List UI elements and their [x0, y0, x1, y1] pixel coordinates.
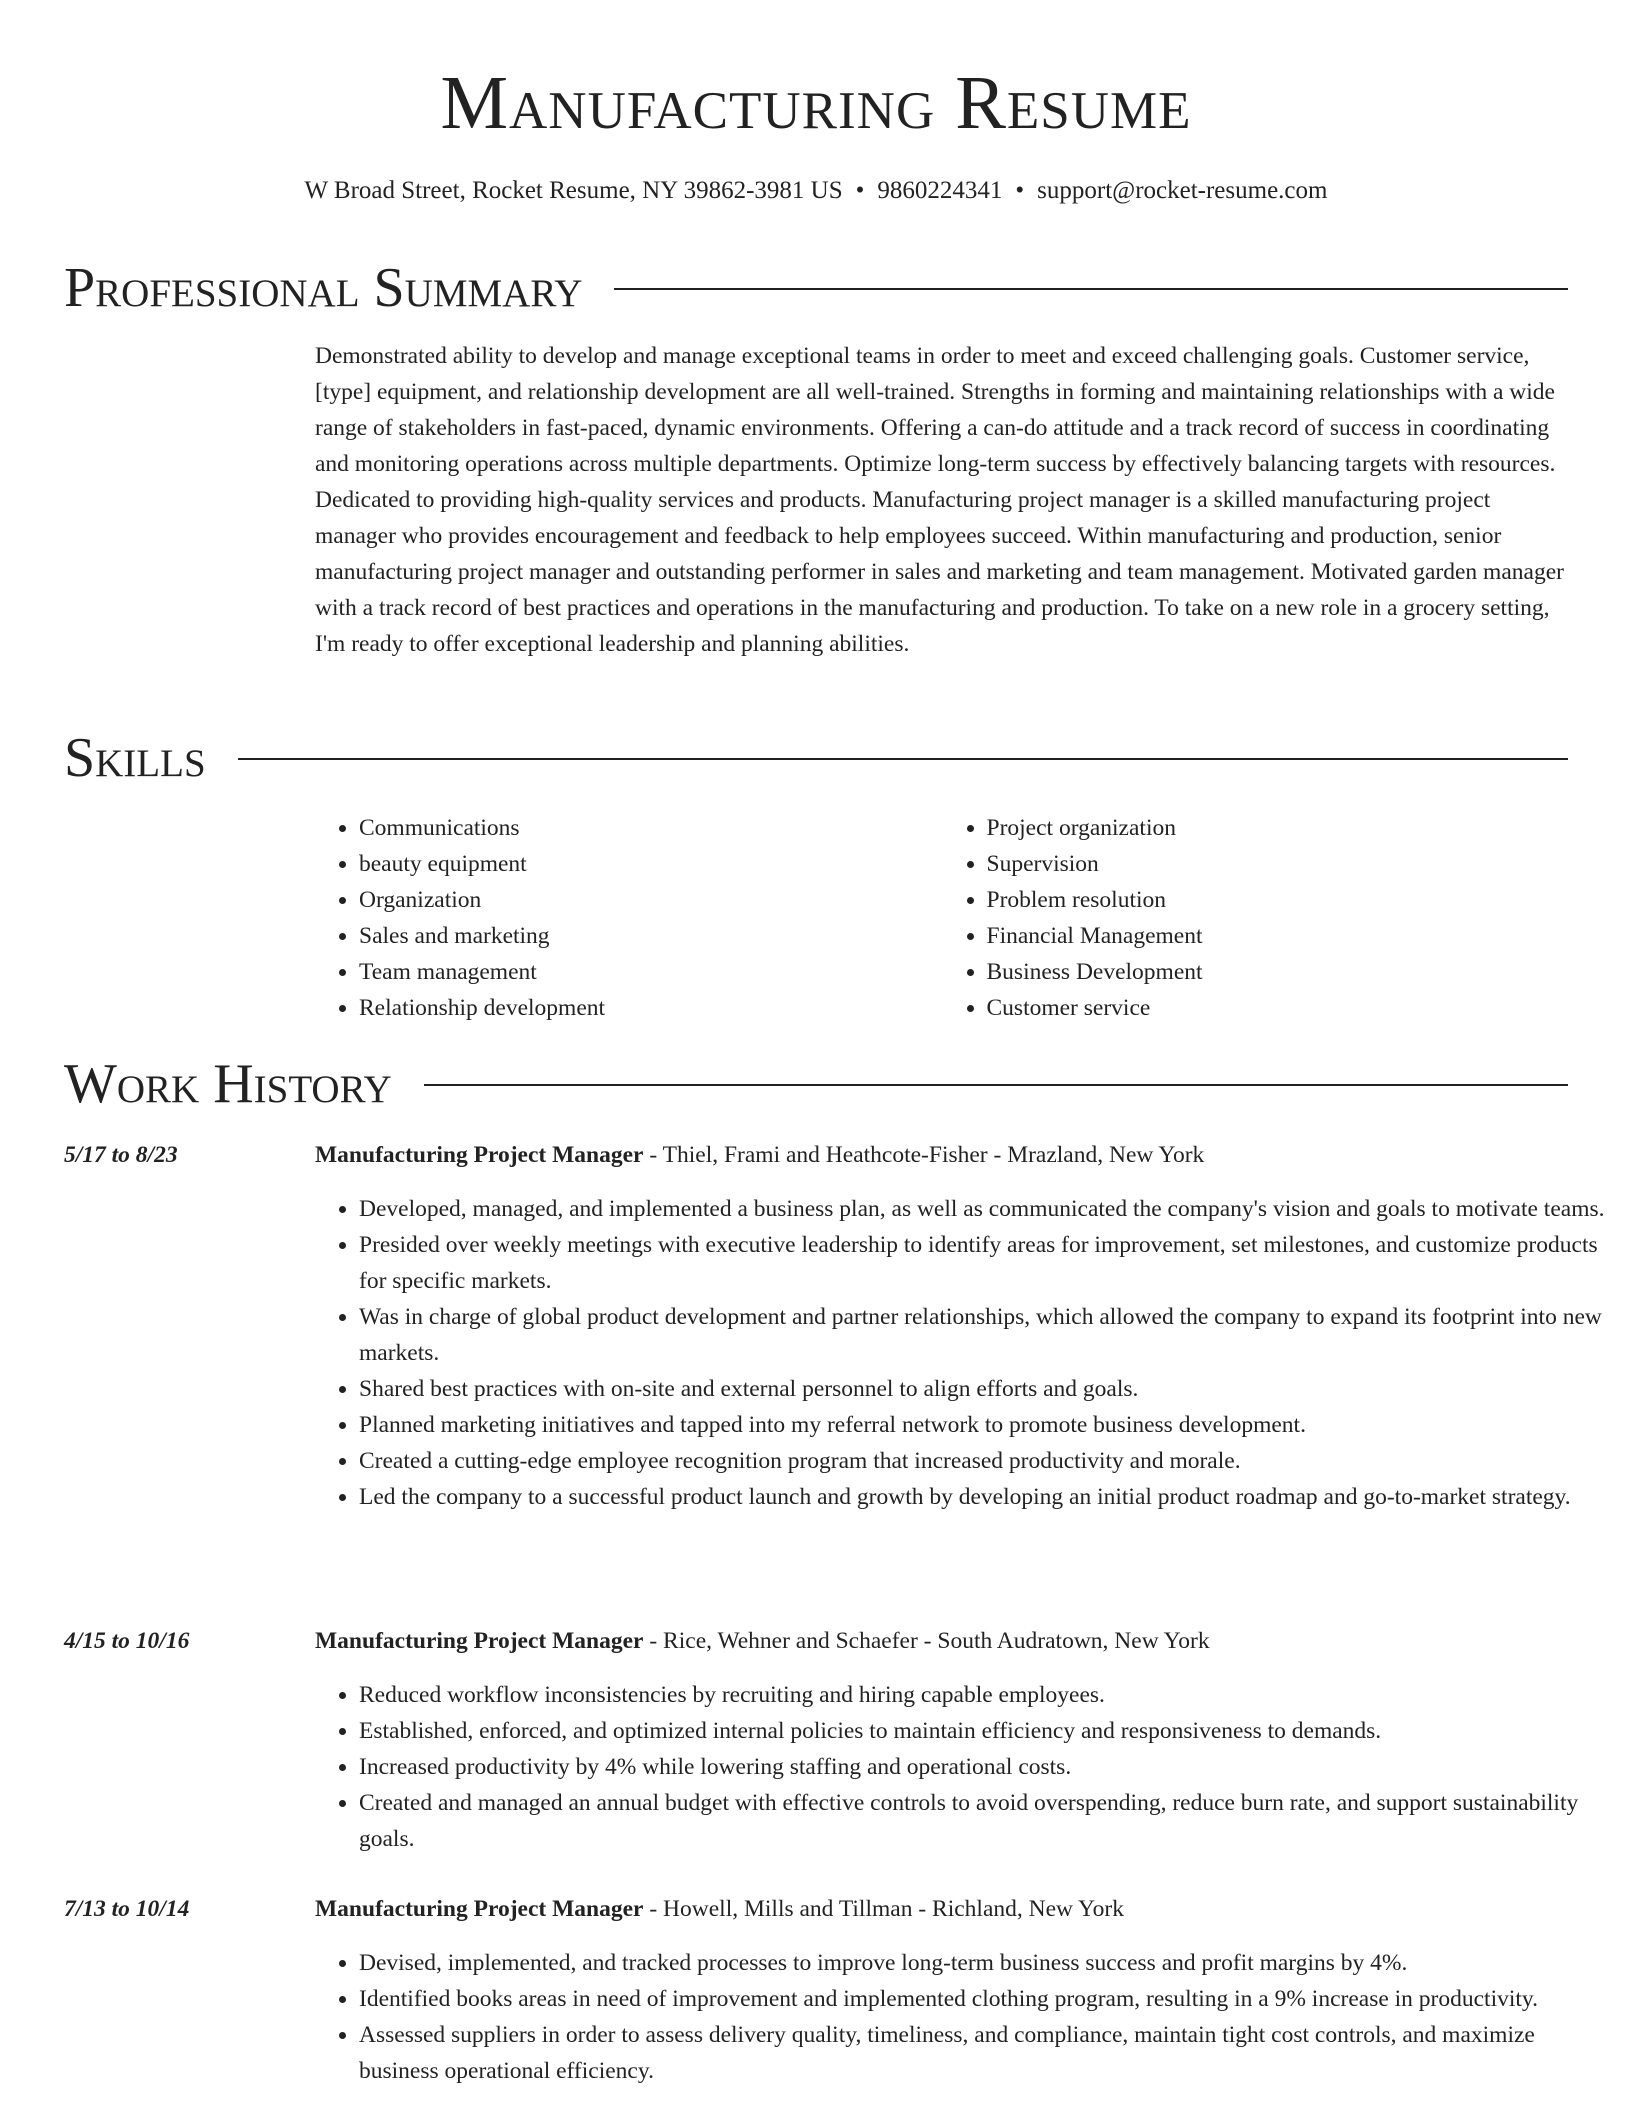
- job-bullet: • Reduced workflow inconsistencies by recruiting and hiring capable employees.: [359, 1677, 1614, 1713]
- job-employer: - Rice, Wehner and Schaefer - South Audratown, New York: [643, 1628, 1210, 1654]
- job-bullet: • Created and managed an annual budget with effective controls to avoid overspending, reduce burn rate, and support sustainability goals.: [359, 1785, 1614, 1857]
- job-bullet: • Shared best practices with on-site and external personnel to align efforts and goals.: [359, 1371, 1614, 1407]
- job-role: Manufacturing Project Manager: [315, 1628, 644, 1654]
- skill-item: • Project organization: [987, 810, 1571, 846]
- work-section-header: [64, 1054, 1568, 1114]
- job-bullets: [315, 1945, 1614, 2089]
- skills-list: [315, 810, 1570, 1026]
- section-title-summary: Professional Summary: [64, 257, 583, 319]
- skill-item: • Financial Management: [987, 918, 1571, 954]
- job-role: Manufacturing Project Manager: [315, 1142, 644, 1168]
- skill-item: • Communications: [359, 810, 943, 846]
- job-dates: 7/13 to 10/14: [64, 1896, 190, 1922]
- job-heading: [315, 1137, 1570, 1173]
- separator: •: [1015, 177, 1025, 204]
- skill-item: • beauty equipment: [359, 846, 943, 882]
- skills-section-header: [64, 728, 1568, 788]
- summary-section-header: [64, 258, 1568, 318]
- separator: •: [855, 177, 865, 204]
- job-heading: [315, 1891, 1570, 1927]
- job-dates: 5/17 to 8/23: [64, 1142, 178, 1168]
- skills-column-left: [315, 810, 943, 1026]
- section-divider: [238, 758, 1568, 760]
- job-bullet: • Led the company to a successful product launch and growth by developing an initial product roadmap and go-to-market strategy.: [359, 1479, 1614, 1515]
- job-dates: 4/15 to 10/16: [64, 1628, 190, 1654]
- section-title-skills: Skills: [64, 727, 206, 789]
- skill-item: • Business Development: [987, 954, 1571, 990]
- skill-item: • Relationship development: [359, 990, 943, 1026]
- job-bullet: • Developed, managed, and implemented a business plan, as well as communicated the company's vision and goals to motivate teams.: [359, 1191, 1614, 1227]
- job-bullet: • Presided over weekly meetings with executive leadership to identify areas for improvement, set milestones, and customize products for specific markets.: [359, 1227, 1614, 1299]
- skill-item: • Team management: [359, 954, 943, 990]
- skills-column-right: [943, 810, 1571, 1026]
- job-bullet: • Increased productivity by 4% while lowering staffing and operational costs.: [359, 1749, 1614, 1785]
- job-bullets: [315, 1677, 1614, 1857]
- phone: 9860224341: [877, 177, 1003, 204]
- job-bullet: • Planned marketing initiatives and tapped into my referral network to promote business development.: [359, 1407, 1614, 1443]
- skill-item: • Customer service: [987, 990, 1571, 1026]
- section-divider: [614, 288, 1568, 290]
- job-bullets: [315, 1191, 1614, 1515]
- job-bullet: • Assessed suppliers in order to assess delivery quality, timeliness, and compliance, maintain tight cost controls, and maximize business operational efficiency.: [359, 2017, 1614, 2089]
- job-heading: [315, 1623, 1570, 1659]
- job-bullet: • Created a cutting-edge employee recognition program that increased productivity and morale.: [359, 1443, 1614, 1479]
- candidate-name: Manufacturing Resume: [440, 61, 1192, 145]
- section-divider: [424, 1084, 1568, 1086]
- address: W Broad Street, Rocket Resume, NY 39862-3981 US: [304, 177, 843, 204]
- skill-item: • Sales and marketing: [359, 918, 943, 954]
- contact-line: [0, 174, 1632, 208]
- skill-item: • Problem resolution: [987, 882, 1571, 918]
- job-bullet: • Established, enforced, and optimized internal policies to maintain efficiency and responsiveness to demands.: [359, 1713, 1614, 1749]
- job-employer: - Howell, Mills and Tillman - Richland, New York: [643, 1896, 1124, 1922]
- job-bullet: • Devised, implemented, and tracked processes to improve long-term business success and profit margins by 4%.: [359, 1945, 1614, 1981]
- section-title-work: Work History: [64, 1053, 392, 1115]
- skill-item: • Organization: [359, 882, 943, 918]
- job-bullet: • Was in charge of global product development and partner relationships, which allowed the company to expand its footprint into new markets.: [359, 1299, 1614, 1371]
- job-employer: - Thiel, Frami and Heathcote-Fisher - Mrazland, New York: [643, 1142, 1205, 1168]
- email-link[interactable]: support@rocket-resume.com: [1037, 177, 1328, 204]
- summary-text: Demonstrated ability to develop and manage exceptional teams in order to meet and exceed challenging goals. Customer service, [type] equipment, and relationship development are all well-trained. Strengths in forming and maintaining relationships with a wide range of stakeholders in fast-paced, dynamic environments. Offering a can-do attitude and a track record of success in coordinating and monitoring operations across multiple departments. Optimize long-term success by effectively balancing targets with resources. Dedicated to providing high-quality services and products. Manufacturing project manager is a skilled manufacturing project manager who provides encouragement and feedback to help employees succeed. Within manufacturing and production, senior manufacturing project manager and outstanding performer in sales and marketing and team management. Motivated garden manager with a track record of best practices and operations in the manufacturing and production. To take on a new role in a grocery setting, I'm ready to offer exceptional leadership and planning abilities.: [315, 343, 1564, 657]
- job-bullet: • Identified books areas in need of improvement and implemented clothing program, resulting in a 9% increase in productivity.: [359, 1981, 1614, 2017]
- skill-item: • Supervision: [987, 846, 1571, 882]
- job-role: Manufacturing Project Manager: [315, 1896, 644, 1922]
